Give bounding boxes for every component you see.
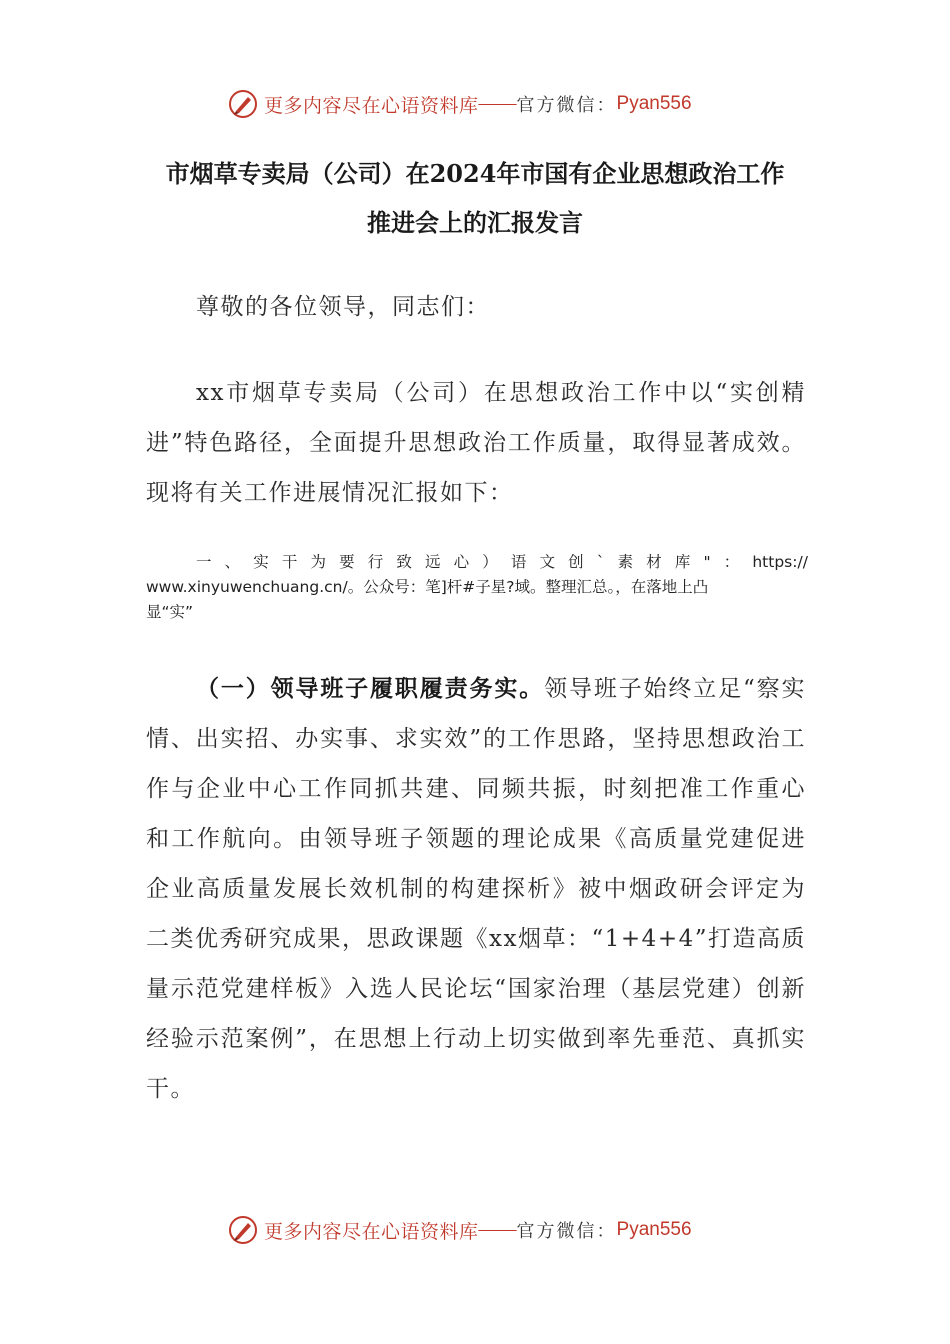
section-heading-line1 — [146, 550, 808, 575]
section-heading-char: 语 — [510, 553, 527, 571]
section-heading-char: 远 — [425, 553, 441, 571]
section-heading-char: 创 — [568, 553, 584, 571]
watermark-handle: Pyan556 — [616, 1219, 692, 1240]
section-heading-char: ） — [482, 553, 498, 571]
section-heading-char: " — [703, 553, 711, 571]
section-heading-line3: 显“实” — [146, 603, 194, 621]
document-title-line2: 推进会上的汇报发言 — [367, 208, 583, 237]
watermark-dash: —— — [478, 1219, 517, 1240]
section-heading-char: 实 — [253, 553, 269, 571]
section-heading-char: 库 — [674, 553, 691, 571]
pen-logo-icon — [228, 89, 258, 119]
document-title-line1: 市烟草专卖局（公司）在2024年市国有企业思想政治工作 — [165, 159, 785, 188]
section-heading-char: 要 — [339, 553, 355, 571]
subsection-paragraph — [146, 664, 806, 1114]
section-heading-char: 文 — [539, 553, 556, 571]
greeting: 尊敬的各位领导，同志们： — [196, 294, 490, 320]
watermark-banner-bottom — [228, 1212, 748, 1248]
section-heading-char: 干 — [281, 553, 298, 571]
section-heading-char: ： — [723, 553, 740, 571]
watermark-text: 更多内容尽在心语资料库 — [264, 1220, 479, 1243]
section-heading — [146, 550, 808, 625]
section-heading-char: 心 — [453, 553, 470, 571]
watermark-handle: Pyan556 — [616, 93, 692, 114]
section-heading-char: 素 — [617, 553, 634, 571]
pen-logo-icon — [228, 1215, 258, 1245]
section-heading-char: 行 — [367, 553, 384, 571]
subsection-body: 领导班子始终立足“察实情、出实招、办实事、求实效”的工作思路，坚持思想政治工作与企业中心工作同抓共建、同频共振，时刻把准工作重心和工作航向。由领导班子领题的理论成果《高质量党建促进企业高质量发展长效机制的构建探析》被中烟政研会评定为二类优秀研究成果，思政课题《xx烟草：“1+4+4”打造高质量示范党建样板》入选人民论坛“国家治理（基层党建）创新经验示范案例”，在思想上行动上切实做到率先垂范、真抓实干。 — [146, 676, 807, 1102]
section-heading-line2: www.xinyuwenchuang.cn/。公众号：笔]杆#子星?域。整理汇总。，在落地上凸 — [146, 578, 709, 596]
section-heading-char: 、 — [224, 553, 241, 571]
intro-paragraph: xx市烟草专卖局（公司）在思想政治工作中以“实创精进”特色路径，全面提升思想政治工作质量，取得显著成效。现将有关工作进展情况汇报如下： — [146, 380, 806, 506]
watermark-dash: —— — [478, 93, 517, 114]
section-heading-char: 为 — [310, 553, 327, 571]
watermark-label: 官方微信： — [516, 1221, 617, 1242]
section-heading-char: https:// — [752, 553, 808, 571]
section-heading-char: 致 — [396, 553, 412, 571]
subsection-lead: （一）领导班子履职履责务实。 — [196, 675, 545, 702]
section-heading-char: ` — [596, 553, 605, 571]
section-heading-char: 一 — [196, 553, 212, 571]
section-heading-char: 材 — [646, 553, 662, 571]
watermark-banner-top — [228, 86, 748, 122]
watermark-text: 更多内容尽在心语资料库 — [264, 94, 479, 117]
watermark-label: 官方微信： — [516, 95, 617, 116]
